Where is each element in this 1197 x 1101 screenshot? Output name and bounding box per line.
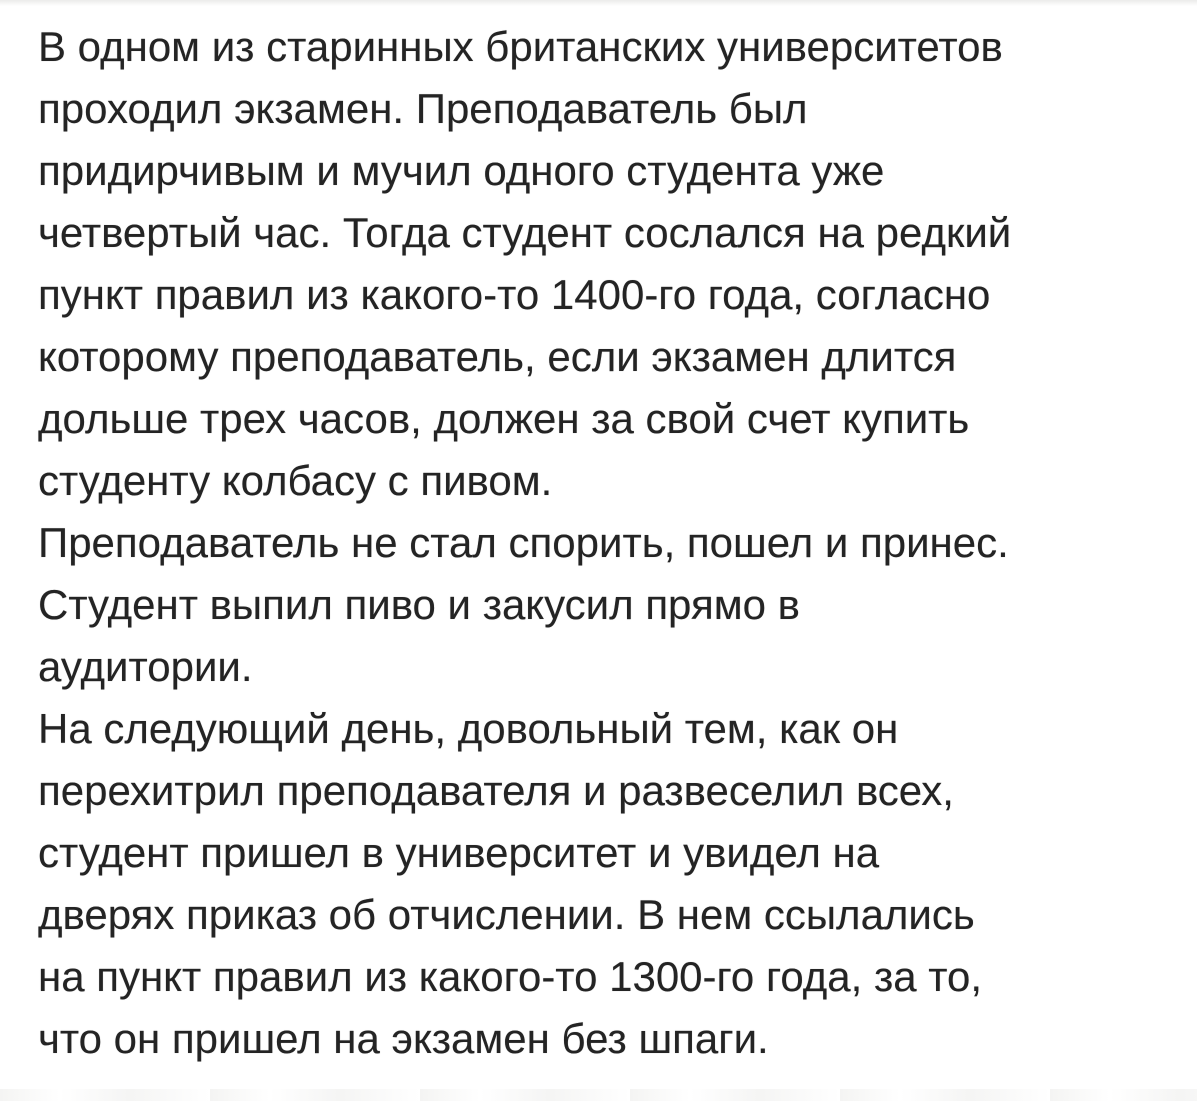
text-line: В одном из старинных британских университетов (38, 23, 1003, 70)
text-line: Преподаватель не стал спорить, пошел и принес. (38, 519, 1009, 566)
text-line: студенту колбасу с пивом. (38, 457, 553, 504)
text-line: четвертый час. Тогда студент сослался на редкий (38, 209, 1012, 256)
text-line: дольше трех часов, должен за свой счет купить (38, 395, 970, 442)
top-edge-artifact (0, 0, 1197, 6)
text-line: Студент выпил пиво и закусил прямо в (38, 581, 800, 628)
text-line: аудитории. (38, 643, 253, 690)
text-line: дверях приказ об отчислении. В нем ссылались (38, 891, 975, 938)
text-line: студент пришел в университет и увидел на (38, 829, 880, 876)
text-line: что он пришел на экзамен без шпаги. (38, 1015, 769, 1062)
story-text (38, 16, 1177, 1070)
text-line: проходил экзамен. Преподаватель был (38, 85, 808, 132)
text-line: перехитрил преподавателя и развеселил всех, (38, 767, 954, 814)
text-line: которому преподаватель, если экзамен длится (38, 333, 957, 380)
text-line: придирчивым и мучил одного студента уже (38, 147, 885, 194)
text-line: пункт правил из какого-то 1400-го года, согласно (38, 271, 991, 318)
text-line: На следующий день, довольный тем, как он (38, 705, 899, 752)
bottom-edge-artifact (0, 1089, 1197, 1101)
text-line: на пункт правил из какого-то 1300-го года, за то, (38, 953, 983, 1000)
